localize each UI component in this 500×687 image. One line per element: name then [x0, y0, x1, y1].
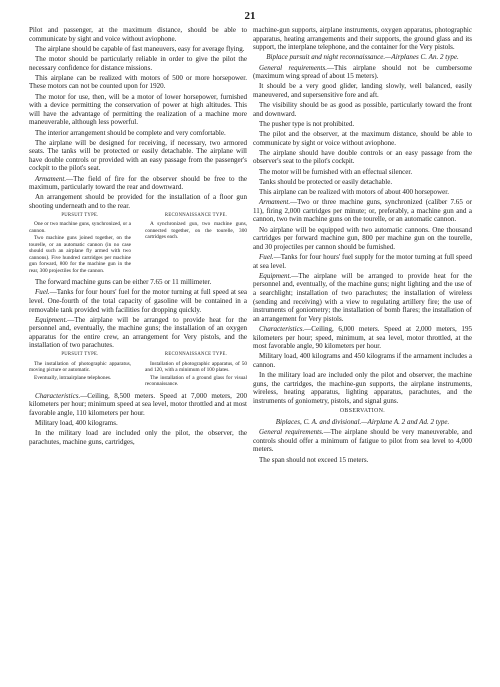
general-requirements-text: —The airplane should be very maneuverable, and controls should offer a minimum of fatigue to pilot from sea level to 4,000 meters.	[253, 428, 473, 454]
equipment-text: —The airplane will be arranged to provide heat for the personnel and, eventually, the machine guns; the installation of an oxygen apparatus for the entire crew, an arrangement for Very pistols, and the installation of two parachutes.	[29, 315, 247, 350]
pursuit-type-item: Eventually, intraairplane telephones.	[34, 374, 112, 381]
paragraph: The interior arrangement should be complete and very comfortable.	[35, 128, 226, 137]
armament-lead: Armament.	[35, 174, 67, 183]
characteristics-lead: Characteristics.	[35, 391, 81, 400]
general-requirements-text: —This airplane should not be cumbersome (maximum wing spread of about 15 meters).	[253, 63, 473, 81]
fuel-paragraph	[29, 288, 247, 314]
fuel-lead: Fuel.	[259, 252, 274, 261]
equipment-lead: Equipment.	[259, 271, 292, 280]
fuel-paragraph	[253, 253, 472, 270]
characteristics-lead: Characteristics.	[259, 324, 305, 333]
armament-type-table	[29, 213, 247, 276]
pursuit-type-item: Two machine guns joined together, on the tourelle, or an automatic cannon (in no case should such an airplane fly armed with two cannons). Five hundred cartridges per machine gun forward, 800 for the machine gun in the rear, 300 projectiles for the cannon.	[29, 235, 131, 274]
equipment-paragraph	[253, 272, 472, 324]
paragraph: The motor for use, then, will be a motor of lower horsepower, furnished with a device permitting the conservation of power at high altitudes. This will have the advantage of permitting the realization of a machine more maneuverable, although less powerful.	[29, 92, 247, 127]
paragraph: In the military load are included only the pilot and observer, the machine guns, the cartridges, the machine-gun supports, the airplane instruments, wireless, heating apparatus, lighting apparatus, parachutes, and the instruments of goniometry, pistols, and signal guns.	[253, 371, 472, 405]
pursuit-type-heading: PURSUIT TYPE.	[61, 212, 99, 218]
pursuit-type-heading: PURSUIT TYPE.	[61, 352, 99, 358]
paragraph: The forward machine guns can be either 7.65 or 11 millimeter.	[35, 278, 212, 287]
pursuit-type-item: One or two machine guns, synchronized, or a cannon.	[29, 221, 131, 234]
equipment-text: —The airplane will be arranged to provide heat for the personnel and, eventually, of the machine guns; night lighting and the use of a searchlight; installation of two parachutes; the installation of wireless (sending and receiving) with a view to regulating artillery fire; the use of instruments of goniometry; the installation of bomb flares; the installation of an arrangement for Very pistols.	[253, 271, 472, 323]
paragraph: The airplane will be designed for receiving, if necessary, two armored seats. The tanks will be protected or easily detachable. The airplane will have double controls or provided with an easy passage from the passenger's cockpit to the pilot's seat.	[29, 138, 247, 173]
armament-paragraph	[29, 175, 247, 192]
reconnaissance-type-heading: RECONNAISSANCE TYPE.	[164, 352, 228, 358]
paragraph: Tanks should be protected or easily detachable.	[259, 177, 393, 186]
armament-lead: Armament.	[259, 198, 291, 207]
reconnaissance-type-item: A synchronized gun, two machine guns, connected together, on the tourelle, 300 cartridges each.	[145, 221, 247, 241]
fuel-text: —Tanks for four hours' fuel for the motor turning at full speed at sea level. One-fourth of the total capacity of gasoline will be contained in a removable tank provided with facilities for dropping quickly.	[29, 288, 247, 314]
paragraph: In the military load are included only the pilot, the observer, the parachutes, machine guns, cartridges,	[29, 429, 247, 446]
general-requirements-paragraph	[253, 428, 472, 454]
general-requirements-lead: General requirements.	[259, 428, 324, 437]
armament-text: —The field of fire for the observer should be free to the maximum, particularly toward the rear and downward.	[29, 174, 247, 192]
section-heading-observation: OBSERVATION.	[339, 408, 386, 415]
paragraph: This airplane can be realized with motors of about 400 horsepower.	[259, 188, 450, 197]
pursuit-type-column	[29, 213, 131, 276]
characteristics-text: —Ceiling, 6,000 meters. Speed at 2,000 meters, 195 kilometers per hour; speed, minimum, at sea level, motor throttled, at the most favorable angle, 90 kilometers per hour.	[253, 324, 472, 351]
characteristics-paragraph	[253, 325, 472, 351]
section-heading-biplaces: Biplaces, C. A. and divisional.—Airplane A. 2 and Ad. 2 type.	[275, 418, 450, 427]
reconnaissance-type-heading: RECONNAISSANCE TYPE.	[164, 212, 228, 218]
paragraph: The motor will be furnished with an effectual silencer.	[259, 167, 413, 176]
armament-text: —Two or three machine guns, synchronized (caliber 7.65 or 11), firing 2,000 cartridges per minute; or, preferably, a machine gun and a cannon, two twin machine guns on the tourelle, or an automatic cannon.	[253, 198, 472, 224]
fuel-text: —Tanks for four hours' fuel supply for the motor turning at full speed at sea level.	[253, 252, 472, 270]
characteristics-text: —Ceiling, 8,500 meters. Speed at 7,000 meters, 200 kilometers per hour; minimum speed at sea level, motor throttled and at most favorable angle, 110 kilometers per hour.	[29, 391, 247, 417]
equipment-lead: Equipment.	[35, 315, 68, 324]
equipment-type-table	[29, 352, 247, 389]
paragraph: Military load, 400 kilograms.	[35, 418, 118, 427]
paragraph: An arrangement should be provided for the installation of a floor gun shooting underneath and to the rear.	[29, 193, 247, 211]
paragraph: The airplane should be capable of fast maneuvers, easy for average flying.	[35, 44, 245, 53]
paragraph: The span should not exceed 15 meters.	[259, 455, 369, 464]
general-requirements-lead: General requirements.	[259, 63, 327, 72]
general-requirements-paragraph	[253, 64, 472, 81]
armament-paragraph	[253, 198, 472, 224]
paragraph: Military load, 400 kilograms and 450 kilograms if the armament includes a cannon.	[253, 352, 472, 369]
characteristics-paragraph	[29, 392, 247, 418]
paragraph: machine-gun supports, airplane instruments, oxygen apparatus, photographic apparatus, heating arrangements and their supports, the ground glass and its support, the interplane telephone, and the container for the Very pistols.	[253, 26, 472, 52]
right-column	[253, 26, 472, 466]
paragraph: This airplane can be realized with motors of 500 or more horsepower. These motors can not be counted upon for 1920.	[29, 73, 247, 91]
paragraph: The visibility should be as good as possible, particularly toward the front and downward.	[253, 101, 472, 118]
section-heading-biplace-pursuit: Biplace pursuit and night reconnaissance.—Airplanes C. An. 2 type.	[266, 53, 459, 62]
paragraph: The airplane should have double controls or an easy passage from the observer's seat to the pilot's cockpit.	[253, 148, 472, 166]
paragraph: No airplane will be equipped with two automatic cannons. One thousand cartridges per forward machine gun, 800 per machine gun on the tourelle, and 30 projectiles per cannon should be furnished.	[253, 225, 472, 251]
reconnaissance-type-column	[145, 213, 247, 276]
paragraph: Pilot and passenger, at the maximum distance, should be able to communicate by sight and voice without aviophone.	[29, 26, 247, 43]
paragraph: The pilot and the observer, at the maximum distance, should be able to communicate by sight or voice without aviophone.	[253, 130, 472, 147]
reconnaissance-type-item: Installation of photographic apparatus, of 50 and 120, with a minimum of 100 plates.	[145, 360, 247, 374]
page-number: 21	[244, 10, 256, 22]
pursuit-type-item: The installation of photographic apparatus, moving picture or automatic.	[29, 360, 131, 374]
paragraph: It should be a very good glider, landing slowly, well balanced, easily maneuvered, and supersensitive fore and aft.	[253, 82, 472, 99]
paragraph: The motor should be particularly reliable in order to give the pilot the necessary confidence for distance missions.	[29, 54, 247, 72]
pursuit-type-column	[29, 352, 131, 389]
left-column	[29, 26, 247, 448]
reconnaissance-type-column	[145, 352, 247, 389]
paragraph: The pusher type is not prohibited.	[259, 119, 355, 128]
fuel-lead: Fuel.	[35, 288, 50, 297]
equipment-paragraph	[29, 316, 247, 350]
reconnaissance-type-item: The installation of a ground glass for visual reconnaissance.	[145, 374, 247, 388]
